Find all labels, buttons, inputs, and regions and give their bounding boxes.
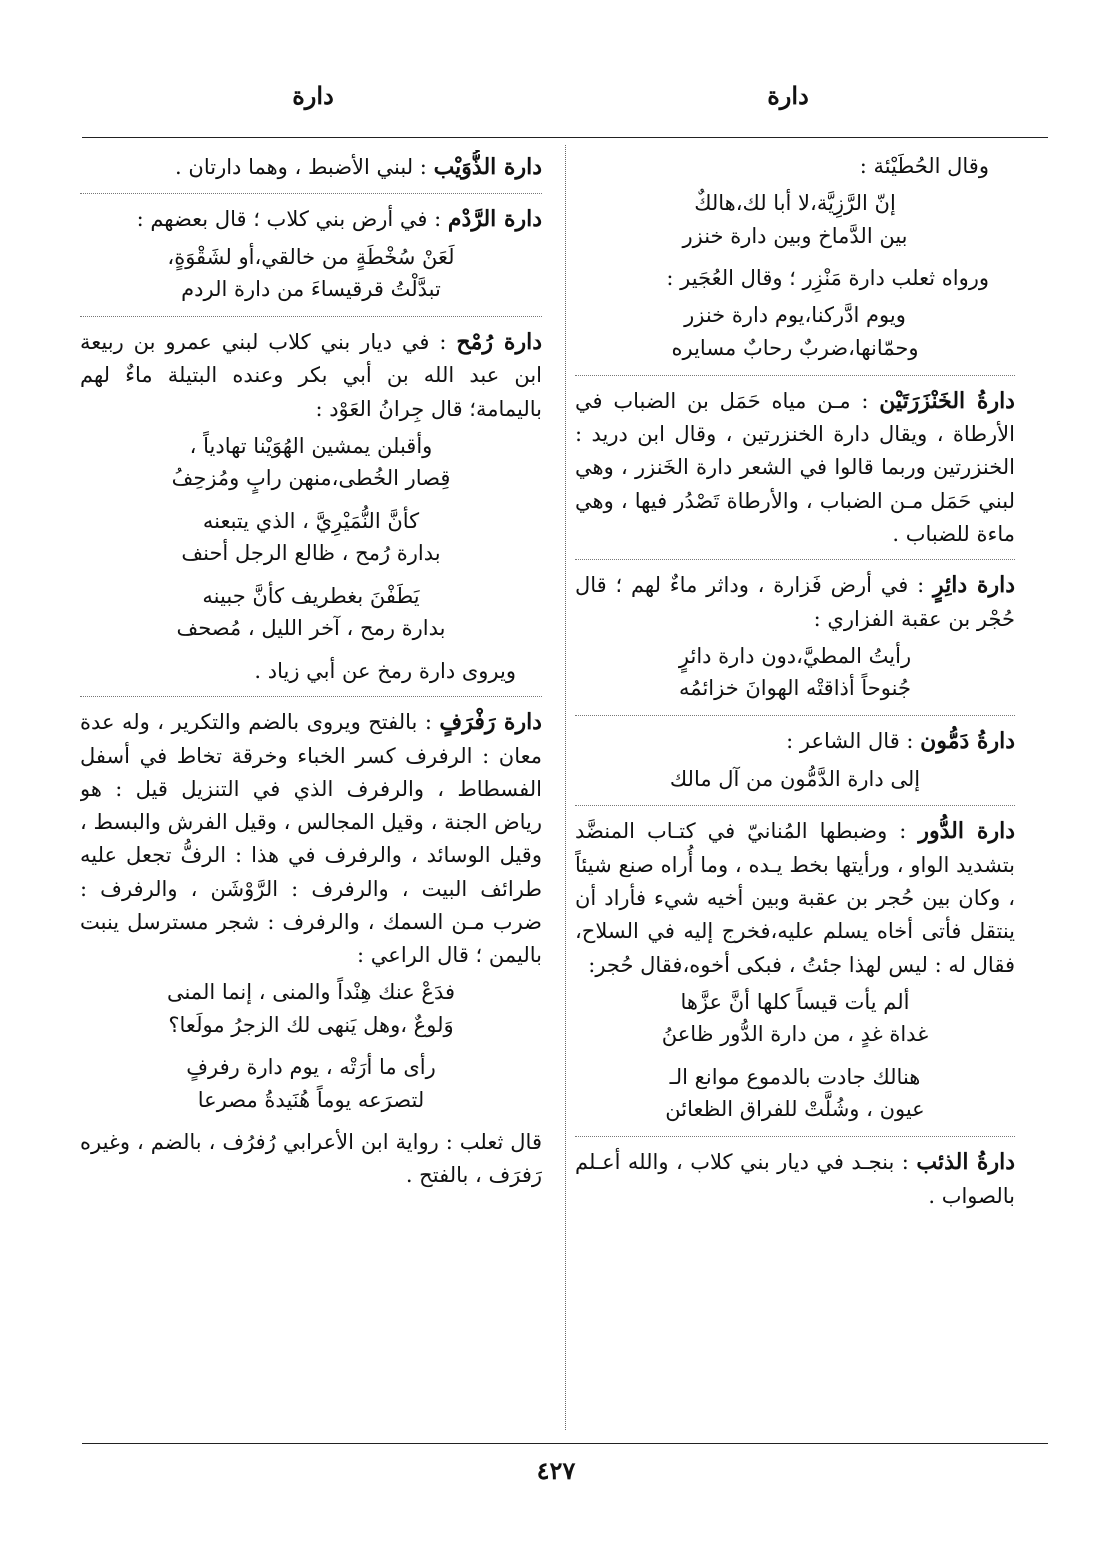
entry-separator [575,715,1015,716]
entry-separator [575,375,1015,376]
entry-separator [80,696,542,697]
page-number: ٤٢٧ [536,1456,576,1485]
entry-headword: دارة الذُّوَيْب [433,154,542,180]
entry-text: ويروى دارة رمخ عن أبي زياد . [254,658,516,683]
entry-text: وقال الحُطَيْئة : [859,154,989,178]
verse-line: يَطَفْنَ بغطريف كأنَّ جبينه [202,583,420,608]
verse-line: ألم يأت قيساً كلها أنَّ عزَّها [680,989,910,1014]
verse-line: غداة غدٍ ، من دارة الدُّور ظاعنُ [661,1022,929,1047]
entry-radm [80,202,542,306]
verse-line: بدارة رُمح ، ظالع الرجل أحنف [181,541,441,566]
verse-line: بدارة رمح ، آخر الليل ، مُصحف [176,616,446,641]
verse [80,430,542,495]
verse [575,986,1015,1051]
right-column [575,150,1015,1430]
verse-line: فدَعْ عنك هِنْداً والمنى ، إنما المنى [166,980,456,1005]
entry-hutayah-quote [575,150,1015,365]
entry-rafraf [80,705,542,1192]
running-head-right: دارة [767,81,809,110]
verse [80,1051,542,1116]
entry-headword: دارة الرَّدْم [447,205,542,232]
entry-separator [575,805,1015,806]
verse [80,505,542,570]
verse-line: رأيتُ المطيَّ،دون دارة دائرٍ [678,643,912,668]
footer-rule [82,1443,1048,1444]
verse [575,187,1015,252]
entry-headword: دارةُ الذئب [916,1148,1015,1175]
verse-line: وأقبلن يمشين الهُوَيْنا تهادياً ، [189,433,433,458]
verse [575,763,1015,796]
verse-line: وَلوعٌ ،وهل يَنهى لك الزجرُ مولَعا؟ [168,1012,454,1037]
verse [575,299,1015,364]
entry-separator [80,316,542,317]
verse [80,241,542,306]
verse [80,580,542,645]
entry-headword: دارة الدُّور [918,818,1015,845]
verse-line: هنالك جادت بالدموع موانع الـ [669,1064,921,1089]
verse-line: كأنَّ النُّمَيْرِيَّ ، الذي يتبعنه [202,508,420,533]
entry-headword: دارة دائِرٍ [932,571,1015,598]
verse-line: جُنوحاً أذاقتْه الهوانَ خزائمُه [679,676,911,701]
entry-headword: دارة رَفْرَفٍ [439,709,542,736]
entry-dammun [575,724,1015,795]
entry-text: : مـن مياه حَمَل بن الضباب في الأرطاة ، ويقال دارة الخنزرتين ، وقال ابن دريد : الخنزرتين وربما قالوا في الشعر دارة الخَنزر ، وهي لبني حَمَل مـن الضباب ، والأرطاة تَصْدُر فيها ، وهي ماءة للضباب . [575,388,1015,546]
verse-line: رأى ما أرَتْه ، يوم دارة رفرفٍ [186,1055,436,1080]
entry-text: قال ثعلب : رواية ابن الأعرابي رُفرُف ، بالضم ، وغيره رَفرَف ، بالفتح . [80,1130,542,1188]
entry-text: : في ديار بني كلاب لبني عمرو بن ربيعة ابن عبد الله بن أبي بكر وعنده البتيلة ماءٌ لهم باليمامة؛ قال جِرانُ العَوْد : [80,329,542,421]
verse-line: قِصار الخُطى،منهن رابٍ ومُزحِفُ [171,466,451,491]
verse-line: إنّ الرَّزِيَّة،لا أبا لك،هالكٌ [694,191,896,216]
entry-rumh [80,325,542,689]
entry-separator [575,559,1015,560]
verse-line: بين الدَّماخ وبين دارة خنزر [682,223,908,248]
verse-line: عيون ، وشُلَّتْ للفراق الظعائن [665,1097,925,1122]
entry-headword: دارةُ دَمُّون [920,727,1015,754]
left-column [80,150,542,1430]
entry-text: : قال الشاعر : [786,728,914,753]
verse [575,640,1015,705]
column-divider [565,145,566,1430]
verse [575,1061,1015,1126]
entry-dhuwayb [80,150,542,185]
verse [80,976,542,1041]
entry-text: : في أرض بني كلاب ؛ قال بعضهم : [136,206,442,231]
verse-line: لَعَنْ سُخْطَةٍ من خالقي،أو لشَقْوَةٍ، [167,244,455,269]
entry-dur [575,814,1015,1126]
entry-separator [575,1136,1015,1137]
verse-line: وحمّانها،ضربٌ رحابٌ مسايره [671,335,919,360]
header-rule [82,137,1048,138]
verse-line: تبدَّلْتُ قرقيساءَ من دارة الردم [181,277,441,302]
entry-khanzaratayn [575,384,1015,551]
entry-text: : بنجـد في ديار بني كلاب ، والله أعـلم بالصواب . [575,1149,1015,1208]
entry-text: : بالفتح ويروى بالضم والتكرير ، وله عدة معان : الرفرف كسر الخباء وخرقة تخاط في أسفل الفسطاط ، والرفرف الذي في التنزيل قيل : هو رياض الجنة ، وقيل المجالس ، وقيل الفرش والبسط ، وقيل الوسائد ، والرفرف في هذا : الرفُّ تجعل عليه طرائف البيت ، والرفرف : الرَّوْشَن ، والرفرف : ضرب مـن السمك ، والرفرف : شجر مسترسل ينبت باليمن ؛ قال الراعي : [80,710,542,967]
verse-line: ويوم ادَّركنا،يوم دارة خنزر [684,303,906,328]
entry-text: : وضبطها المُنانيّ في كتـاب المنضَّد بتشديد الواو ، ورأيتها بخط يـده ، وما أُراه صنع شيئاً ، وكان بين حُجر بن عقبة وبين أخيه شيء فأراد أن ينتقل فأتى أخاه يسلم عليه،فخرج إليه في السلاح، فقال له : ليس لهذا جئتُ ، فبكى أخوه،فقال حُجر: [575,819,1015,977]
entry-dhib [575,1145,1015,1213]
entry-dair [575,568,1015,705]
entry-separator [80,193,542,194]
running-head-left: دارة [292,81,334,110]
verse-line: لتصرَعه يوماً هُنَيدةُ مصرعا [197,1087,425,1112]
entry-text: : لبني الأضبط ، وهما دارتان . [175,155,427,179]
entry-headword: دارة رُمْح [456,328,542,355]
entry-headword: دارةُ الخَنْزَرَتَيْن [879,387,1015,414]
entry-text: : في أرض فَزارة ، وداثر ماءٌ لهم ؛ قال حُجْر بن عقبة الفزاري : [575,572,1015,631]
verse-line: إلى دارة الدَّمُّون من آل مالك [669,766,921,791]
entry-text: ورواه ثعلب دارة مَنْزِر ؛ وقال العُجَير : [666,266,989,291]
